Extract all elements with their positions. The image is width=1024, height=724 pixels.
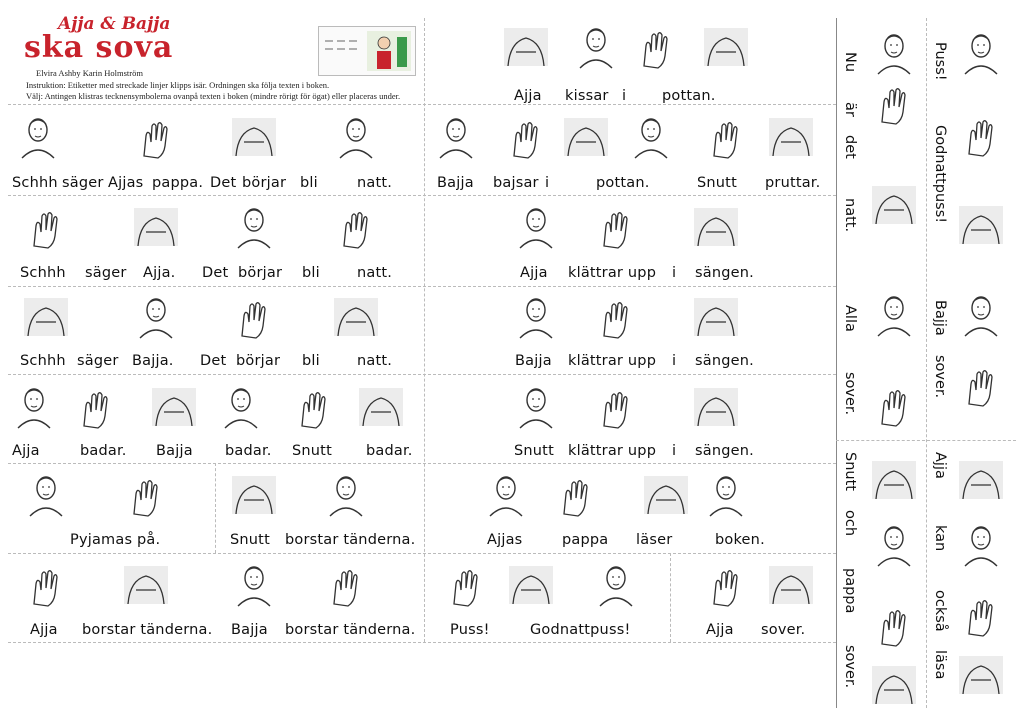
sign-illustration-icon xyxy=(700,560,752,608)
word: börjar xyxy=(238,265,283,281)
instruction-2: Välj: Antingen klistras tecknensymbolerna ovanpå texten i boken (mindre rörigt för ögat) eller placeras under. xyxy=(26,91,401,101)
sign-illustration-icon xyxy=(330,202,382,250)
sign-illustration-icon xyxy=(130,202,182,250)
sign-illustration-icon xyxy=(120,560,172,608)
sign-illustration-icon xyxy=(330,112,382,160)
sign-illustration-icon xyxy=(510,202,562,250)
word: pruttar. xyxy=(765,175,821,191)
sign-illustration-icon xyxy=(690,292,742,340)
sign-illustration-icon xyxy=(630,22,682,70)
word: borstar tänderna. xyxy=(285,532,416,548)
word: badar. xyxy=(366,443,413,459)
word: pottan. xyxy=(662,88,716,104)
word: bli xyxy=(300,175,318,191)
word: Puss! xyxy=(450,622,490,638)
word: badar. xyxy=(80,443,127,459)
word: Puss! xyxy=(932,42,948,81)
word: Bajja. xyxy=(132,353,174,369)
word: Det xyxy=(202,265,229,281)
sign-illustration-icon xyxy=(590,292,642,340)
word: säger xyxy=(77,353,119,369)
word: är xyxy=(842,102,858,117)
header xyxy=(24,14,414,102)
sign-illustration-icon xyxy=(505,560,557,608)
instruction-1: Instruktion: Etiketter med streckade linjer klipps isär. Ordningen ska följa texten i boken. xyxy=(26,80,330,90)
sign-illustration-icon xyxy=(355,382,407,430)
sign-illustration-icon xyxy=(20,292,72,340)
sign-illustration-icon xyxy=(130,112,182,160)
sign-illustration-icon xyxy=(560,112,612,160)
sign-illustration-icon xyxy=(228,112,280,160)
sign-illustration-icon xyxy=(700,470,752,518)
sign-illustration-icon xyxy=(500,22,552,70)
sign-illustration-icon xyxy=(430,112,482,160)
word: pappa. xyxy=(152,175,204,191)
word: natt. xyxy=(357,175,393,191)
word: Snutt xyxy=(292,443,332,459)
title-main: ska sova xyxy=(24,30,174,65)
word: sover. xyxy=(932,355,948,399)
word: säger xyxy=(62,175,104,191)
sign-illustration-icon xyxy=(20,202,72,250)
sign-illustration-icon xyxy=(955,290,1007,338)
sign-illustration-icon xyxy=(868,520,920,568)
word: Schhh xyxy=(12,175,58,191)
sign-illustration-icon xyxy=(590,202,642,250)
sign-illustration-icon xyxy=(955,455,1007,503)
word: Nu xyxy=(842,52,858,73)
word: Bajja xyxy=(932,300,948,336)
sign-illustration-icon xyxy=(500,112,552,160)
sign-illustration-icon xyxy=(148,382,200,430)
sign-illustration-icon xyxy=(228,560,280,608)
title-top: Ajja & Bajja xyxy=(58,14,171,34)
sign-illustration-icon xyxy=(8,382,60,430)
word: sover. xyxy=(842,372,858,416)
word: Schhh xyxy=(20,353,66,369)
sign-illustration-icon xyxy=(700,112,752,160)
word: Alla xyxy=(842,305,858,332)
word: Snutt xyxy=(697,175,737,191)
word: Ajja xyxy=(520,265,548,281)
word: pappa xyxy=(842,568,858,614)
sign-illustration-icon xyxy=(690,202,742,250)
sign-illustration-icon xyxy=(510,382,562,430)
sign-illustration-icon xyxy=(868,290,920,338)
word: och xyxy=(842,510,858,537)
word: börjar xyxy=(236,353,281,369)
word: bli xyxy=(302,265,320,281)
sign-illustration-icon xyxy=(868,455,920,503)
word: i xyxy=(622,88,627,104)
word: Snutt xyxy=(514,443,554,459)
sign-illustration-icon xyxy=(955,650,1007,698)
word: Det xyxy=(210,175,237,191)
word: Snutt xyxy=(230,532,270,548)
word: i xyxy=(672,265,677,281)
sign-illustration-icon xyxy=(625,112,677,160)
word: Ajja xyxy=(932,452,948,479)
word: Ajjas xyxy=(108,175,144,191)
sign-illustration-icon xyxy=(288,382,340,430)
sign-illustration-icon xyxy=(12,112,64,160)
word: Ajja xyxy=(706,622,734,638)
word: Pyjamas på. xyxy=(70,532,161,548)
sign-illustration-icon xyxy=(955,110,1007,158)
word: Ajja xyxy=(30,622,58,638)
word: sängen. xyxy=(695,353,754,369)
sign-illustration-icon xyxy=(570,22,622,70)
word: klättrar upp xyxy=(568,443,657,459)
sign-illustration-icon xyxy=(228,470,280,518)
sign-illustration-icon xyxy=(955,520,1007,568)
word: i xyxy=(672,443,677,459)
word: badar. xyxy=(225,443,272,459)
sign-illustration-icon xyxy=(765,560,817,608)
word: Ajja xyxy=(514,88,542,104)
word: Ajja. xyxy=(143,265,176,281)
sign-illustration-icon xyxy=(640,470,692,518)
sign-illustration-icon xyxy=(20,470,72,518)
word: sover. xyxy=(761,622,806,638)
word: sängen. xyxy=(695,265,754,281)
word: sover. xyxy=(842,645,858,689)
sign-illustration-icon xyxy=(955,590,1007,638)
book-cover-image xyxy=(318,26,416,76)
word: Ajja xyxy=(12,443,40,459)
sign-illustration-icon xyxy=(228,202,280,250)
word: Det xyxy=(200,353,227,369)
word: Schhh xyxy=(20,265,66,281)
word: kissar xyxy=(565,88,609,104)
sign-illustration-icon xyxy=(550,470,602,518)
sign-illustration-icon xyxy=(120,470,172,518)
word: klättrar upp xyxy=(568,265,657,281)
sign-illustration-icon xyxy=(215,382,267,430)
sign-illustration-icon xyxy=(228,292,280,340)
word: läsa xyxy=(932,650,948,680)
word: bajsar xyxy=(493,175,539,191)
word: Bajja xyxy=(515,353,552,369)
word: det xyxy=(842,135,858,159)
word: natt. xyxy=(842,198,858,233)
sign-illustration-icon xyxy=(955,360,1007,408)
sign-illustration-icon xyxy=(868,180,920,228)
sign-illustration-icon xyxy=(868,78,920,126)
sign-illustration-icon xyxy=(955,28,1007,76)
sign-illustration-icon xyxy=(868,660,920,708)
word: i xyxy=(672,353,677,369)
word: sängen. xyxy=(695,443,754,459)
word: borstar tänderna. xyxy=(82,622,213,638)
word: läser xyxy=(636,532,673,548)
sign-illustration-icon xyxy=(440,560,492,608)
word: pappa xyxy=(562,532,609,548)
word: Godnattpuss! xyxy=(530,622,631,638)
sign-illustration-icon xyxy=(510,292,562,340)
word: boken. xyxy=(715,532,765,548)
word: Godnattpuss! xyxy=(932,125,948,224)
sign-illustration-icon xyxy=(320,470,372,518)
sign-illustration-icon xyxy=(480,470,532,518)
sign-illustration-icon xyxy=(955,200,1007,248)
sign-illustration-icon xyxy=(130,292,182,340)
sign-illustration-icon xyxy=(868,600,920,648)
word: Bajja xyxy=(231,622,268,638)
sign-illustration-icon xyxy=(320,560,372,608)
word: Bajja xyxy=(437,175,474,191)
word: bli xyxy=(302,353,320,369)
sign-illustration-icon xyxy=(765,112,817,160)
word: kan xyxy=(932,525,948,552)
word: klättrar upp xyxy=(568,353,657,369)
word: också xyxy=(932,590,948,632)
sign-illustration-icon xyxy=(868,28,920,76)
word: pottan. xyxy=(596,175,650,191)
word: börjar xyxy=(242,175,287,191)
word: säger xyxy=(85,265,127,281)
word: i xyxy=(545,175,550,191)
word: Ajjas xyxy=(487,532,523,548)
word: natt. xyxy=(357,353,393,369)
word: Bajja xyxy=(156,443,193,459)
sign-illustration-icon xyxy=(690,382,742,430)
sign-illustration-icon xyxy=(590,560,642,608)
word: natt. xyxy=(357,265,393,281)
sign-illustration-icon xyxy=(70,382,122,430)
word: Snutt xyxy=(842,452,858,491)
sign-illustration-icon xyxy=(590,382,642,430)
word: borstar tänderna. xyxy=(285,622,416,638)
sign-illustration-icon xyxy=(700,22,752,70)
sign-illustration-icon xyxy=(330,292,382,340)
authors: Elvira Ashby Karin Holmström xyxy=(36,68,143,78)
sign-illustration-icon xyxy=(868,380,920,428)
sign-illustration-icon xyxy=(20,560,72,608)
